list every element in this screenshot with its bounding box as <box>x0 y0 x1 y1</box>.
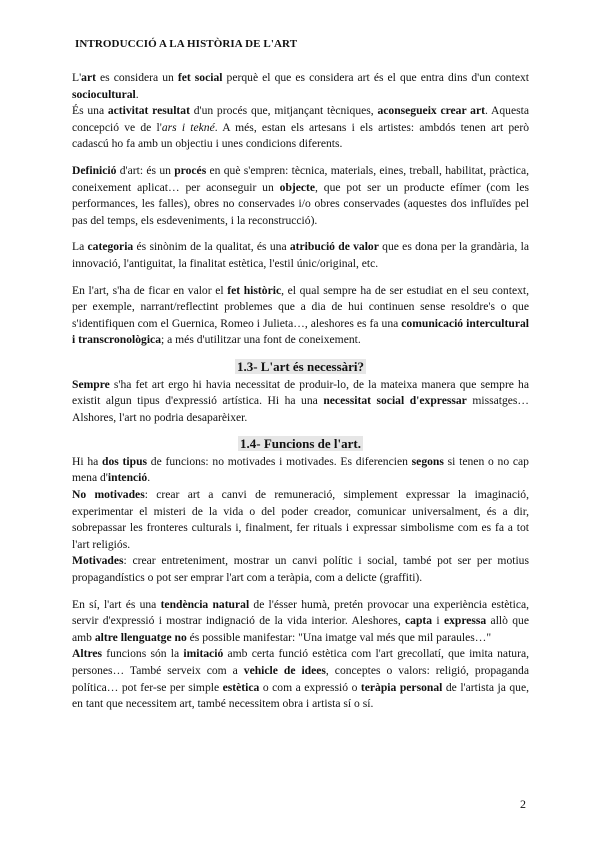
paragraph-art-activity <box>72 103 529 153</box>
text-run: d'art: és un <box>116 163 175 177</box>
text-run: , conceptes o valors: religió, propaganda política… pot fer-se per simple <box>72 664 529 694</box>
bold-term: vehicle de idees <box>243 664 326 677</box>
paragraph-art-necessity <box>72 377 529 427</box>
text-run: s'ha fet art ergo hi havia necessitat de produir-lo, de la mateixa manera que sempre ha existit algun tipus d'expressió artística. Hi ha una <box>72 377 529 408</box>
text-run: . Aquesta concepció ve de l' <box>72 104 529 134</box>
text-run: és possible manifestar: "Una imatge val més que mil paraules…" <box>186 630 492 644</box>
text-run: amb certa funció estètica com l'art grecollatí, que imita natura, persones… També serveix com a <box>72 647 530 677</box>
text-run: es considera un <box>95 71 178 84</box>
text-run: : crear art a canvi de remuneració, simplement expressar la imaginació, experimentar el misteri de la vida o del poder creador, comunicar universalment, és a dir, sobrepassar les fronteres culturals i, finalment, fer rituals i expressar simbolisme com es fa a tot l'art religiós. <box>72 488 529 551</box>
bold-term: intenció <box>107 471 148 485</box>
bold-term: fet històric <box>227 283 282 297</box>
text-run: . A més, estan els artesans i els artistes: ambdós tenen art però cadascú ho fa amb un objectiu i unes condicions diferents. <box>72 120 529 151</box>
bold-term: sociocultural <box>72 87 136 101</box>
text-run: És una <box>72 104 108 118</box>
text-run: La <box>72 240 88 254</box>
paragraph-two-types <box>72 454 529 487</box>
bold-term: imitació <box>183 647 224 661</box>
paragraph-art-definition <box>72 163 529 229</box>
text-run: missatges… Alshores, l'art no podria desaparèixer. <box>72 394 530 424</box>
bold-term: Motivades <box>72 554 124 568</box>
page-header: INTRODUCCIÓ A LA HISTÒRIA DE L'ART <box>75 38 298 50</box>
text-run: : crear entreteniment, mostrar un canvi polític i social, també pot ser per motius propagandístics o pot ser emprar l'art com a teràpia, com a delicte (graffiti). <box>72 554 529 585</box>
bold-term: categoria <box>87 240 134 254</box>
text-run: que es dona per la grandària, la innovació, l'antiguitat, la finalitat estètica, l'estil únic/original, etc. <box>72 240 529 270</box>
text-run: perquè el que es considera art és el que entra dins d'un context <box>222 71 529 84</box>
bold-term: activitat resultat <box>107 104 190 118</box>
bold-term: necessitat social d'expressar <box>323 394 467 408</box>
text-run: . <box>135 87 139 101</box>
bold-term: expressa <box>443 614 487 628</box>
paragraph-historic-fact <box>72 283 529 349</box>
section-heading-1-4: 1.4- Funcions de l'art. <box>240 436 361 452</box>
text-run: i <box>432 614 444 628</box>
bold-term: objecte <box>279 180 316 194</box>
bold-term: tendència natural <box>160 597 250 611</box>
bold-term: art <box>81 71 96 84</box>
bold-term: altre llenguatge no <box>94 630 187 644</box>
text-run: funcions són la <box>102 647 184 661</box>
bold-term: segons <box>411 454 444 468</box>
page-number: 2 <box>520 797 526 811</box>
text-run: Hi ha <box>72 454 103 468</box>
bold-term: capta <box>405 614 433 628</box>
bold-term: Altres <box>72 647 103 661</box>
italic-term: ars i tekné <box>161 120 215 134</box>
paragraph-category <box>72 239 529 272</box>
paragraph-other-functions <box>72 646 529 712</box>
paragraph-natural-tendency <box>72 597 529 647</box>
text-run: L' <box>72 71 82 84</box>
paragraph-not-motivated <box>72 487 529 553</box>
text-run: ; a més d'utilitzar una font de coneixement. <box>161 333 361 347</box>
text-run: En l'art, s'ha de ficar en valor el <box>72 283 228 297</box>
bold-term: comunicació intercultural i transcronològica <box>72 316 529 347</box>
section-heading-1-3: 1.3- L'art és necessàri? <box>236 358 365 374</box>
bold-term: fet social <box>177 71 223 84</box>
bold-term: atribució de valor <box>289 240 379 254</box>
text-run: de l'artista ja que, en tant que necessitem art, també necessitem obra i artista sí o sí. <box>72 680 529 711</box>
bold-term: No motivades <box>72 488 145 502</box>
text-run: és sinònim de la qualitat, és una <box>133 240 290 254</box>
text-run: si tenen o no cap mena d' <box>72 454 529 485</box>
bold-term: Sempre <box>72 377 110 391</box>
text-run: de funcions: no motivades i motivades. Es diferencien <box>147 454 412 468</box>
bold-term: Definició <box>72 163 117 177</box>
paragraph-motivated <box>72 553 529 586</box>
bold-term: teràpia personal <box>360 680 443 694</box>
text-run: en què s'empren: tècnica, materials, eines, treball, habilitat, pràctica, coneixement aplicat… per aconseguir un <box>72 163 529 194</box>
text-run: . <box>147 471 151 485</box>
bold-term: aconsegueix crear art <box>377 104 485 118</box>
text-run: , el qual sempre ha de ser estudiat en el seu context, per exemple, narrant/reflectint problemes que a dia de hui continuen sense resoldre's o que s'identifiquen com el Guernica, Romeo i Julieta…, aleshores es fa una <box>72 283 530 330</box>
document-body <box>72 70 529 713</box>
text-run: de l'ésser humà, pretén provocar una experiència estètica, servir d'expressió i mostrar indignació de la vida interior. Aleshores, <box>72 597 530 628</box>
text-run: allò que amb <box>72 614 529 644</box>
bold-term: estètica <box>222 680 260 694</box>
text-run: , que pot ser un producte efímer (com les performances, les falles), obres no conservades i/o obres conservades (aquestes dos influïdes pel pas del temps, els esdeveniments, i la reconstrucció). <box>72 180 529 227</box>
bold-term: procés <box>174 163 207 177</box>
text-run: En sí, l'art és una <box>72 597 161 611</box>
text-run: d'un procés que, mitjançant tècniques, <box>189 104 378 118</box>
text-run: o com a expressió o <box>259 680 361 694</box>
paragraph-art-social-fact <box>72 70 529 103</box>
bold-term: dos tipus <box>102 454 148 468</box>
